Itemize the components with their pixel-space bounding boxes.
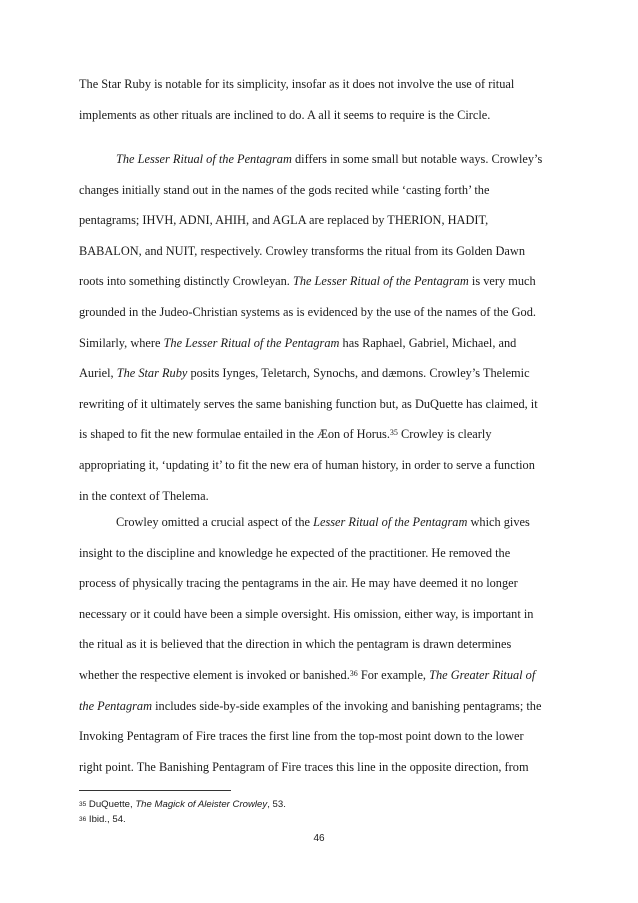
footnote-35: $^{35}$ DuQuette, The Magick of Aleister Crowley, 53.	[79, 799, 286, 810]
italic-title: The Star Ruby	[116, 366, 188, 381]
italic-title: Lesser Ritual of the Pentagram	[313, 515, 468, 529]
text-line: appropriating it, ‘updating it’ to fit the new era of human history, in order to serve a function	[79, 457, 535, 472]
text-line: whether the respective element is invoked or banished.$^{36}$ For example, The Greater Ritual of	[79, 667, 536, 682]
footnotes	[79, 797, 286, 827]
italic-title: The Greater Ritual of	[429, 667, 536, 682]
text-line: process of physically tracing the pentagrams in the air. He may have deemed it no longer	[79, 576, 518, 591]
text-line: insight to the discipline and knowledge he expected of the practitioner. He removed the	[79, 545, 511, 560]
footnote-number: 36	[79, 816, 87, 823]
page-number: 46	[313, 833, 325, 844]
text-line: the ritual as it is believed that the direction in which the pentagram is drawn determines	[79, 637, 512, 652]
footnote-title: The Magick of Aleister Crowley	[135, 799, 268, 810]
italic-title: The Lesser Ritual of the Pentagram	[116, 152, 292, 166]
text-line: Similarly, where The Lesser Ritual of the Pentagram has Raphael, Gabriel, Michael, and	[79, 335, 517, 350]
text-line: rewriting of it ultimately serves the same banishing function but, as DuQuette has claimed, it	[79, 396, 538, 411]
text-line: changes initially stand out in the names of the gods recited while ‘casting forth’ the	[79, 182, 490, 197]
italic-title: The Lesser Ritual of the Pentagram	[163, 335, 340, 350]
text-line: implements as other rituals are inclined to do. A all it seems to require is the Circle.	[79, 107, 491, 122]
text-line: is shaped to fit the new formulae entailed in the Æon of Horus.$^{35}$ Crowley is clearly	[79, 427, 492, 442]
paragraph-1	[79, 69, 561, 130]
footnote-ref-35[interactable]: 35	[389, 428, 398, 438]
text-line: right point. The Banishing Pentagram of Fire traces this line in the opposite direction, from	[79, 759, 529, 774]
text-line: pentagrams; IHVH, ADNI, AHIH, and AGLA are replaced by THERION, HADIT,	[79, 213, 489, 228]
italic-title: the Pentagram	[79, 698, 153, 713]
text-line: necessary or it could have been a simple oversight. His omission, either way, is important in	[79, 606, 534, 621]
paragraph-3	[79, 507, 561, 782]
text-line: in the context of Thelema.	[79, 488, 209, 503]
text-line: Crowley omitted a crucial aspect of the Lesser Ritual of the Pentagram which gives	[116, 515, 530, 529]
text-line: The Lesser Ritual of the Pentagram differs in some small but notable ways. Crowley’s	[116, 152, 543, 166]
text-line: Auriel, The Star Ruby posits Iynges, Teletarch, Synochs, and dæmons. Crowley’s Thelemic	[79, 366, 530, 381]
paragraph-2	[79, 144, 561, 511]
footnote-ref-36[interactable]: 36	[349, 668, 358, 678]
text-line: The Star Ruby is notable for its simplicity, insofar as it does not involve the use of ritual	[79, 77, 515, 91]
text-line: the Pentagram includes side-by-side examples of the invoking and banishing pentagrams; the	[79, 698, 542, 713]
text-line: Invoking Pentagram of Fire traces the first line from the top-most point down to the lower	[79, 729, 524, 744]
italic-title: The Lesser Ritual of the Pentagram	[292, 274, 469, 289]
text-line: BABALON, and NUIT, respectively. Crowley transforms the ritual from its Golden Dawn	[79, 243, 525, 258]
footnote-number: 35	[79, 801, 87, 808]
footnote-separator	[79, 790, 231, 791]
text-line: roots into something distinctly Crowleyan. The Lesser Ritual of the Pentagram is very much	[79, 274, 536, 289]
footnote-36: $^{36}$ Ibid., 54.	[79, 814, 126, 825]
text-line: grounded in the Judeo-Christian systems as is evidenced by the use of the names of the God.	[79, 304, 536, 319]
